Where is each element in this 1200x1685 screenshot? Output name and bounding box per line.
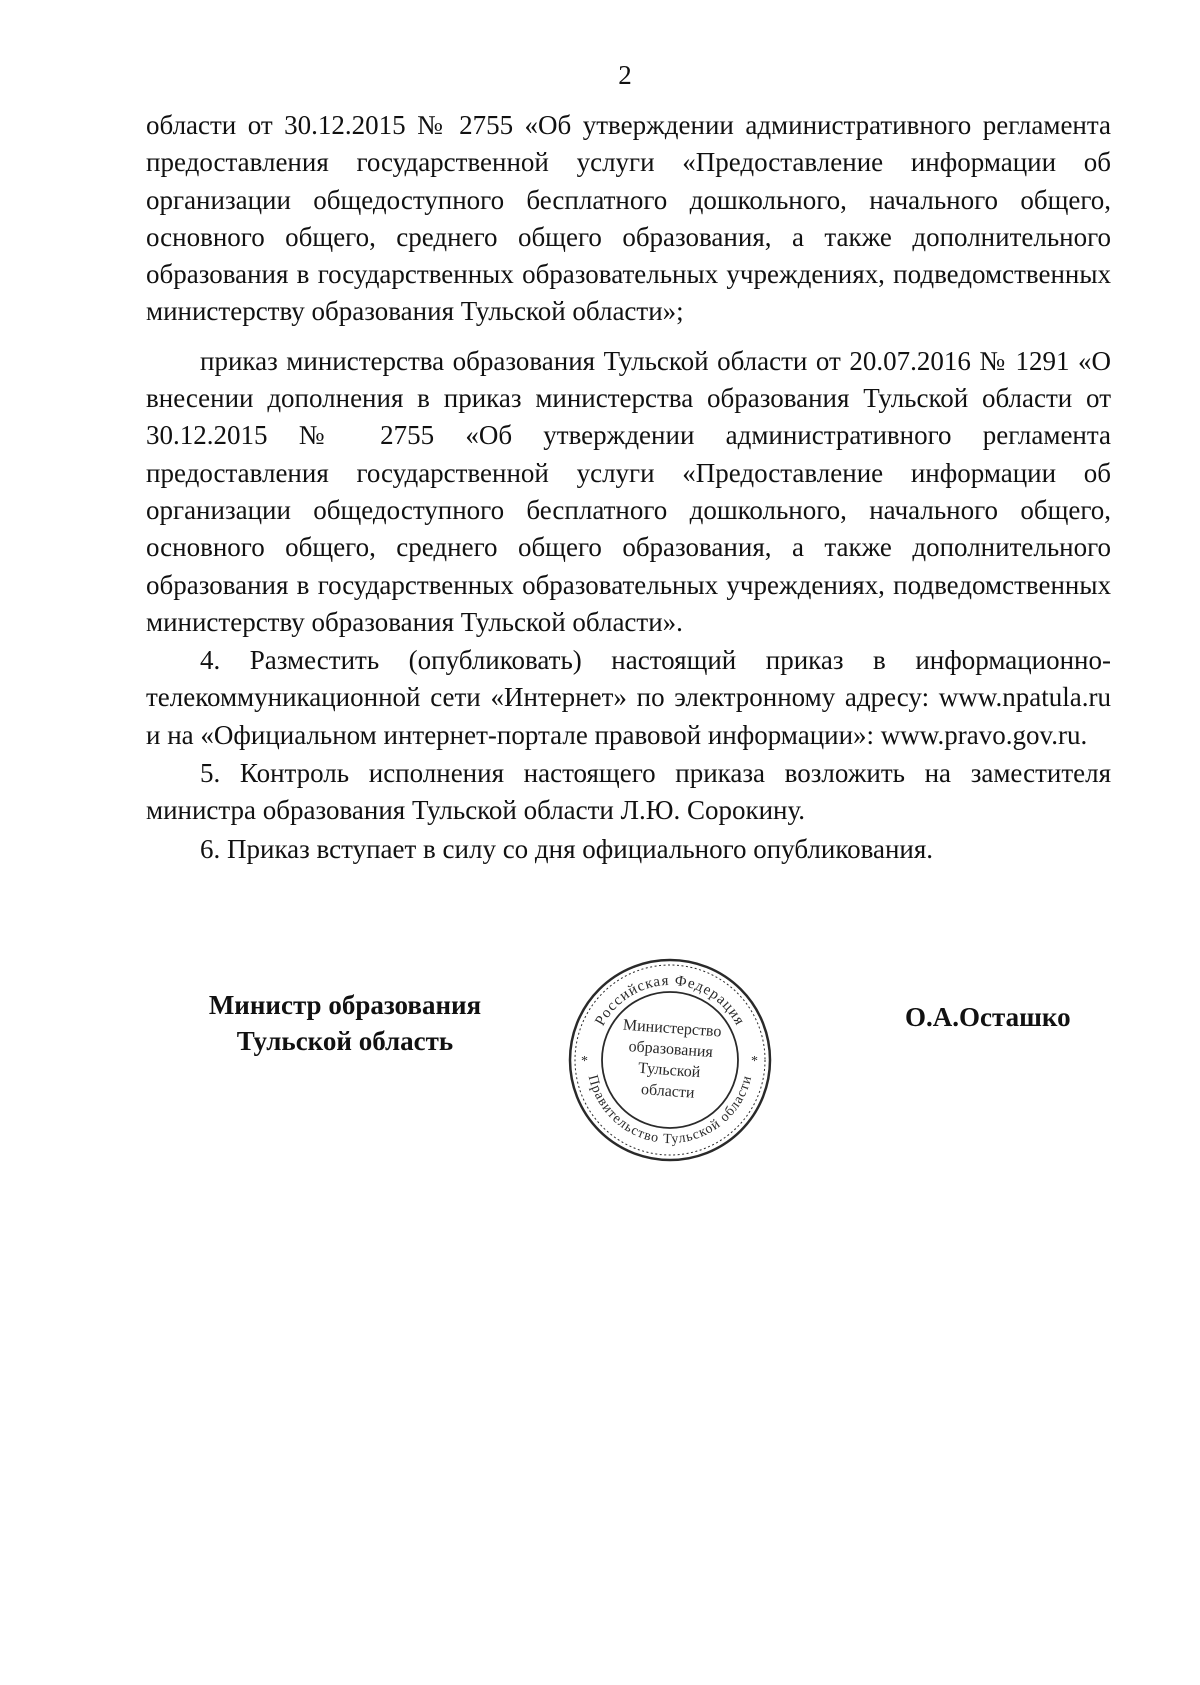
- signatory-name: О.А.Осташко: [905, 1002, 1071, 1032]
- signatory-title-line-1: Министр образования: [208, 990, 482, 1020]
- paragraph-item-6: 6. Приказ вступает в силу со дня официального опубликования.: [200, 833, 934, 864]
- paragraph-continuation: области от 30.12.2015 № 2755 «Об утверждении административного регламента предоставления государственной услуги «Предоставление информации об организации общедоступного бесплатного дошкольного, начального общего, основного общего, среднего общего образования, а также дополнительного образования в государственных образовательных учреждениях, подведомственных министерству образования Тульской области»;: [146, 110, 1111, 327]
- seal-ring-text-bottom: Правительство Тульской области: [584, 1073, 756, 1148]
- seal-center-line-1: Министерство: [622, 1016, 722, 1041]
- signatory-title-line-2: Тульской область: [236, 1026, 454, 1056]
- seal-star-right-icon: *: [751, 1054, 758, 1069]
- seal-center-line-2: образования: [628, 1038, 714, 1061]
- seal-graphic: [565, 955, 775, 1165]
- paragraph-item-4: 4. Разместить (опубликовать) настоящий приказ в информационно-телекоммуникационной сети «Интернет» по электронному адресу: www.npatula.ru и на «Официальном интернет-портале правовой информации»: www.pravo.gov.ru.: [146, 645, 1111, 750]
- paragraph-item-5: 5. Контроль исполнения настоящего приказа возложить на заместителя министра образования Тульской области Л.Ю. Сорокину.: [146, 758, 1111, 826]
- official-seal: [565, 955, 775, 1165]
- seal-center-line-4: области: [640, 1081, 696, 1102]
- page-number: 2: [618, 60, 632, 90]
- seal-star-left-icon: *: [581, 1054, 588, 1069]
- seal-inner-ring: [602, 992, 738, 1128]
- signatory-title: [190, 987, 500, 1059]
- seal-center-line-3: Тульской: [637, 1059, 701, 1082]
- seal-dotted-ring: [575, 965, 765, 1155]
- seal-ring-text-top: Российская Федерация: [592, 972, 748, 1029]
- paragraph-order-amendment: приказ министерства образования Тульской области от 20.07.2016 № 1291 «О внесении дополнения в приказ министерства образования Тульской области от 30.12.2015 № 2755 «Об утверждении административного регламента предоставления государственной услуги «Предоставление информации об организации общедоступного бесплатного дошкольного, начального общего, основного общего, среднего общего образования, а также дополнительного образования в государственных образовательных учреждениях, подведомственных министерству образования Тульской области».: [146, 345, 1111, 637]
- seal-outer-ring: [570, 960, 770, 1160]
- document-body: [146, 107, 1111, 868]
